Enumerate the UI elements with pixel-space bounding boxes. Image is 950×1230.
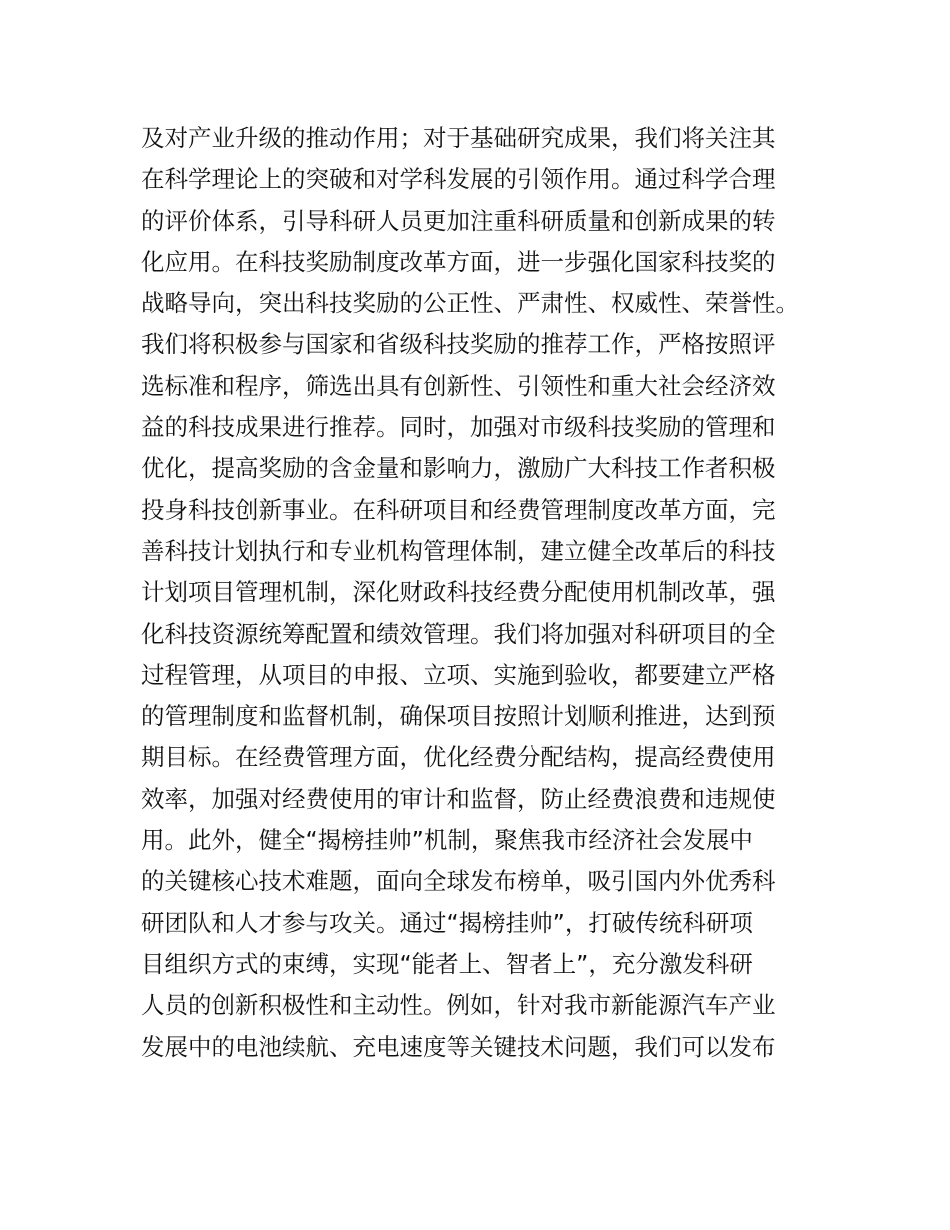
text-line: 的关键核心技术难题，面向全球发布榜单，吸引国内外优秀科: [141, 867, 776, 896]
text-line: 发展中的电池续航、充电速度等关键技术问题，我们可以发布: [141, 1032, 776, 1061]
text-line: 我们将积极参与国家和省级科技奖励的推荐工作，严格按照评: [141, 330, 776, 359]
body-paragraph: [141, 118, 841, 1068]
text-line: 善科技计划执行和专业机构管理体制，建立健全改革后的科技: [141, 536, 776, 565]
text-line: 研团队和人才参与攻关。通过“揭榜挂帅”，打破传统科研项: [141, 908, 753, 937]
text-line: 战略导向，突出科技奖励的公正性、严肃性、权威性、荣誉性。: [141, 289, 799, 318]
text-line: 的管理制度和监督机制，确保项目按照计划顺利推进，达到预: [141, 702, 776, 731]
text-line: 效率，加强对经费使用的审计和监督，防止经费浪费和违规使: [141, 784, 776, 813]
text-line: 目组织方式的束缚，实现“能者上、智者上”，充分激发科研: [141, 949, 753, 978]
text-line: 选标准和程序，筛选出具有创新性、引领性和重大社会经济效: [141, 371, 776, 400]
text-line: 优化，提高奖励的含金量和影响力，激励广大科技工作者积极: [141, 454, 776, 483]
text-line: 益的科技成果进行推荐。同时，加强对市级科技奖励的管理和: [141, 413, 776, 442]
text-line: 的评价体系，引导科研人员更加注重科研质量和创新成果的转: [141, 206, 776, 235]
text-line: 投身科技创新事业。在科研项目和经费管理制度改革方面，完: [141, 495, 776, 524]
text-line: 及对产业升级的推动作用；对于基础研究成果，我们将关注其: [141, 124, 776, 152]
text-line: 人员的创新积极性和主动性。例如，针对我市新能源汽车产业: [141, 991, 776, 1020]
text-line: 期目标。在经费管理方面，优化经费分配结构，提高经费使用: [141, 743, 776, 772]
text-line: 化应用。在科技奖励制度改革方面，进一步强化国家科技奖的: [141, 247, 776, 276]
text-line: 过程管理，从项目的申报、立项、实施到验收，都要建立严格: [141, 660, 776, 689]
text-line: 在科学理论上的突破和对学科发展的引领作用。通过科学合理: [141, 165, 776, 194]
text-line: 化科技资源统筹配置和绩效管理。我们将加强对科研项目的全: [141, 619, 776, 648]
text-line: 计划项目管理机制，深化财政科技经费分配使用机制改革，强: [141, 578, 776, 607]
text-line: 用。此外，健全“揭榜挂帅”机制，聚焦我市经济社会发展中: [141, 826, 753, 855]
